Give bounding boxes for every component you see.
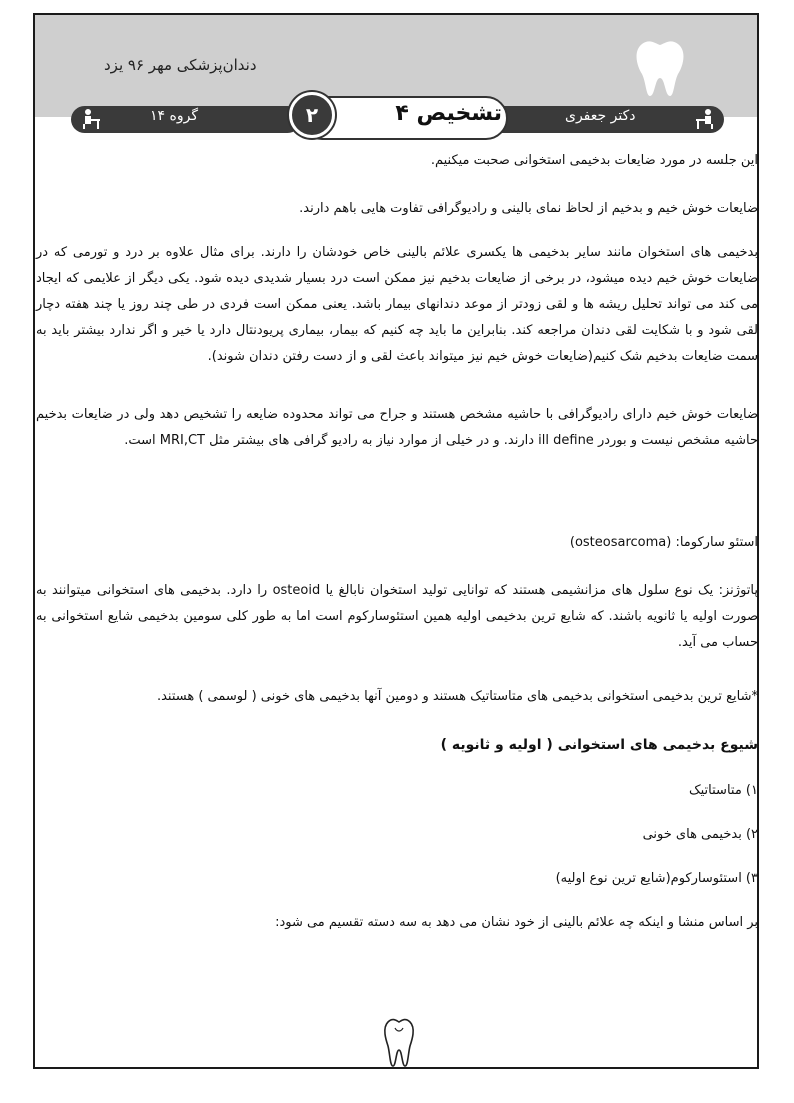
list-item: ۲) بدخیمی های خونی (642, 827, 758, 842)
section-heading: شیوع بدخیمی های استخوانی ( اولیه و ثانویه ) (440, 737, 758, 753)
paragraph: پاتوژنز: یک نوع سلول های مزانشیمی هستند که توانایی تولید استخوان نابالغ یا osteoid را دارد. بدخیمی های استخوانی میتوانند به صورت اولیه یا ثانویه باشند. که شایع ترین بدخیمی اولیه همین استئوسارکوم است اما به طور کلی سومین بدخیمی شایع استخوانی به حساب می آید. (36, 583, 758, 650)
list-item: ۳) استئوسارکوم(شایع ترین نوع اولیه) (555, 871, 758, 886)
intro-paragraph: این جلسه در مورد ضایعات بدخیمی استخوانی صحبت میکنیم. (430, 153, 758, 168)
doctor-label: دکتر جعفری (565, 108, 636, 124)
paragraph: بر اساس منشا و اینکه چه علائم بالینی از خود نشان می دهد به سه دسته تقسیم می شود: (275, 915, 758, 930)
session-title: تشخیص ۴ (395, 101, 502, 126)
section-label: استئو سارکوما: (osteosarcoma) (569, 535, 758, 550)
tooth-outline-icon (380, 1016, 418, 1068)
paragraph: ضایعات خوش خیم و بدخیم از لحاظ نمای بالینی و رادیوگرافی تفاوت هایی باهم دارند. (299, 201, 758, 216)
group-label: گروه ۱۴ (150, 108, 198, 124)
list-item: ۱) متاستاتیک (689, 783, 758, 798)
person-at-desk-icon (80, 108, 102, 130)
note-paragraph: *شایع ترین بدخیمی استخوانی بدخیمی های متاستاتیک هستند و دومین آنها بدخیمی های خونی ( لوسمی ) هستند. (156, 689, 758, 704)
paragraph: ضایعات خوش خیم دارای رادیوگرافی با حاشیه مشخص هستند و جراح می تواند محدوده ضایعه را تشخیص دهد ولی در ضایعات بدخیم حاشیه مشخص نیست و بوردر ill define دارند. و در خیلی از موارد نیاز به رادیو گرافی های بیشتر مثل MRI,CT است. (36, 407, 758, 448)
course-title: دندان‌پزشکی مهر ۹۶ یزد (104, 56, 257, 74)
session-number: ۲ (289, 92, 335, 138)
person-at-desk-icon (694, 108, 716, 130)
tooth-logo-icon (628, 38, 692, 100)
paragraph: بدخیمی های استخوان مانند سایر بدخیمی ها یکسری علائم بالینی خاص خودشان را دارند. برای مثال علاوه بر درد و تورمی که در ضایعات خوش خیم دیده میشود، در برخی از ضایعات بدخیم نیز ممکن است درد بسیار شدیدی دیده شود. یکی دیگر از علایمی که ایجاد می کند می تواند تحلیل ریشه ها و لقی زودتر از موعد دندانهای بیمار باشد. یعنی ممکن است فردی در طی چند روز یا چند هفته دچار لقی شود و با شکایت لقی دندان مراجعه کند. بنابراین ما باید چه کنیم که بیمار، بیماری پریودنتال دارد یا خیر و اگر ندارد بیشتر باید به سمت ضایعات بدخیم شک کنیم(ضایعات خوش خیم نیز میتواند باعث لقی و از دست رفتن دندان شوند). (36, 245, 758, 364)
